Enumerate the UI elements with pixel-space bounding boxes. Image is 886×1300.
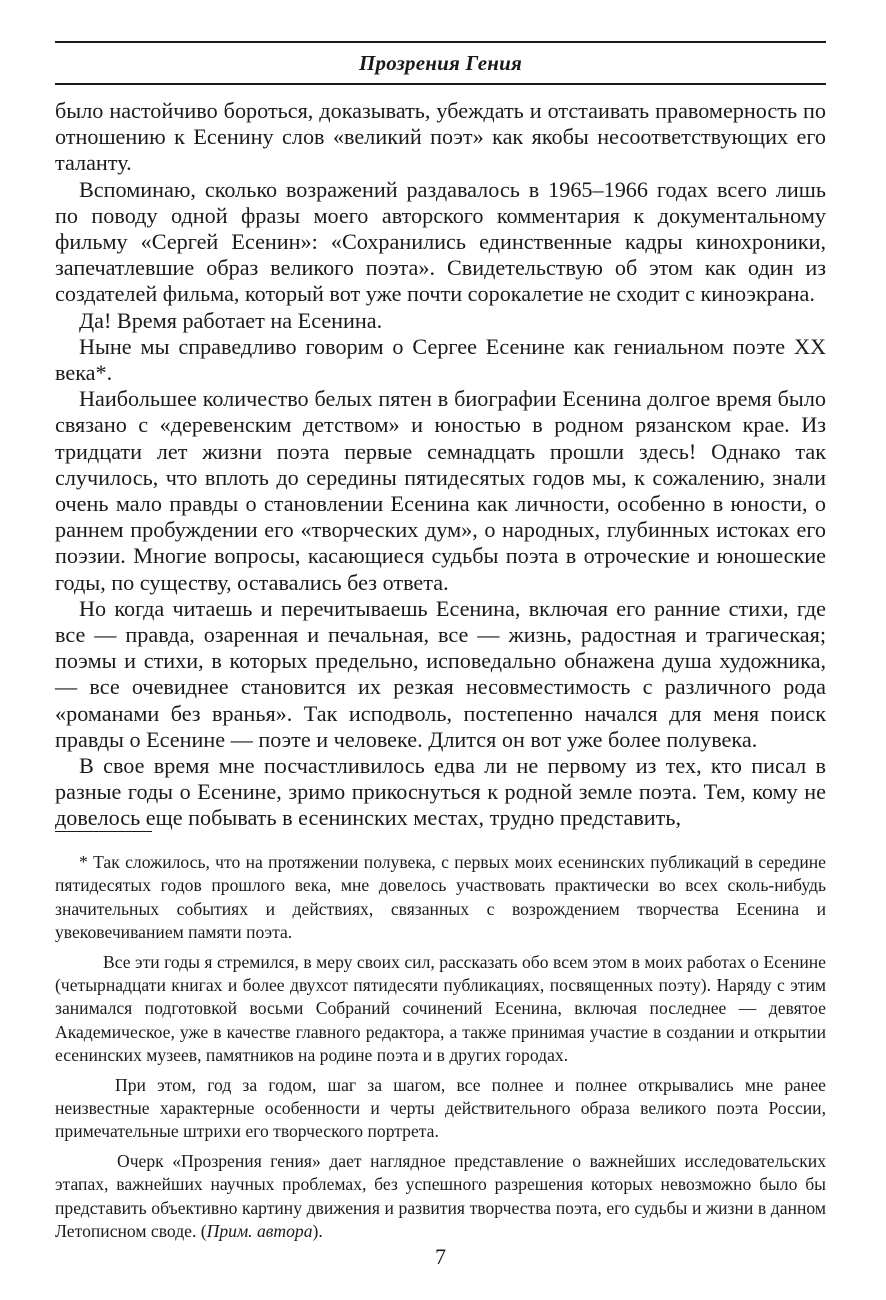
footnote-paragraph: Все эти годы я стремился, в меру своих сил, рассказать обо всем этом в моих работах о Есенине (четырнадцати книгах и более двухсот пятидесяти публикациях, посвященных поэту). Наряду с этим занимался подготовкой восьми Собраний сочинений Есенина, включая последнее — девятое Академическое, уже в качестве главного редактора, а также принимая участие в создании и открытии есенинских музеев, памятников на родине поэта и в других городах. xyxy=(55,951,826,1066)
footnote-text: Очерк «Прозрения гения» дает наглядное представление о важнейших исследовательских этапах, важнейших научных проблемах, без успешного разрешения которых невозможно было бы представить объективно картину движения и развития творчества поэта, его судьбы и жизни в данном Летописном своде. ( xyxy=(55,1150,826,1242)
paragraph: Вспоминаю, сколько возражений раздавалось в 1965–1966 годах всего лишь по поводу одной фразы моего авторского комментария к документальному фильму «Сергей Есенин»: «Сохранились единственные кадры кинохроники, запечатлевшие образ великого поэта». Свидетельствую об этом как один из создателей фильма, который вот уже почти сорокалетие не сходит с киноэкрана. xyxy=(55,176,826,307)
top-rule xyxy=(55,41,826,43)
running-head: Прозрения Гения xyxy=(358,51,522,75)
footnote-text-end: ). xyxy=(312,1221,323,1242)
footnote-paragraph xyxy=(55,1150,826,1244)
author-note: Прим. автора xyxy=(206,1221,313,1242)
paragraph: Но когда читаешь и перечитываешь Есенина, включая его ранние стихи, где все — правда, озаренная и печальная, все — жизнь, радостная и трагическая; поэмы и стихи, в которых предельно, исповедально обнажена душа художника, — все очевиднее становится их резкая несовместимость с различного рода «романами без вранья». Так исподволь, постепенно начался для меня поиск правды о Есенине — поэте и человеке. Длится он вот уже более полувека. xyxy=(55,595,826,752)
paragraph: В свое время мне посчастливилось едва ли не первому из тех, кто писал в разные годы о Есенине, зримо прикоснуться к родной земле поэта. Тем, кому не довелось еще побывать в есенинских местах, трудно представить, xyxy=(55,753,826,831)
footnote-rule xyxy=(55,831,152,832)
paragraph: Да! Время работает на Есенина. xyxy=(79,307,383,333)
footnotes xyxy=(55,851,826,1244)
footnote-paragraph: При этом, год за годом, шаг за шагом, все полнее и полнее открывались мне ранее неизвестные характерные особенности и черты действительного образа великого поэта России, примечательные штрихи его творческого портрета. xyxy=(55,1074,826,1142)
paragraph: Наибольшее количество белых пятен в биографии Есенина долгое время было связано с «деревенским детством» и юностью в родном рязанском крае. Из тридцати лет жизни поэта первые семнадцать прошли здесь! Однако так случилось, что вплоть до середины пятидесятых годов мы, к сожалению, знали очень мало правды о становлении Есенина как личности, особенно в юности, о раннем пробуждении его «творческих дум», о народных, глубинных истоках его поэзии. Многие вопросы, касающиеся судьбы поэта в отроческие и юношеские годы, по существу, оставались без ответа. xyxy=(55,386,826,595)
header-rule xyxy=(55,83,826,85)
paragraph-continued: было настойчиво бороться, доказывать, убеждать и отстаивать правомерность по отношению к Есенину слов «великий поэт» как якобы несоответствующих его таланту. xyxy=(55,98,826,176)
page-number: 7 xyxy=(435,1244,446,1269)
body-text xyxy=(55,98,826,832)
paragraph: Ныне мы справедливо говорим о Сергее Есенине как гениальном поэте XX века*. xyxy=(55,333,826,386)
footnote-paragraph: * Так сложилось, что на протяжении полувека, с первых моих есенинских публикаций в середине пятидесятых годов прошлого века, мне довелось участвовать практически во всех сколь-нибудь значительных событиях и действиях, связанных с возрождением творчества Есенина и увековечиванием памяти поэта. xyxy=(55,852,826,943)
